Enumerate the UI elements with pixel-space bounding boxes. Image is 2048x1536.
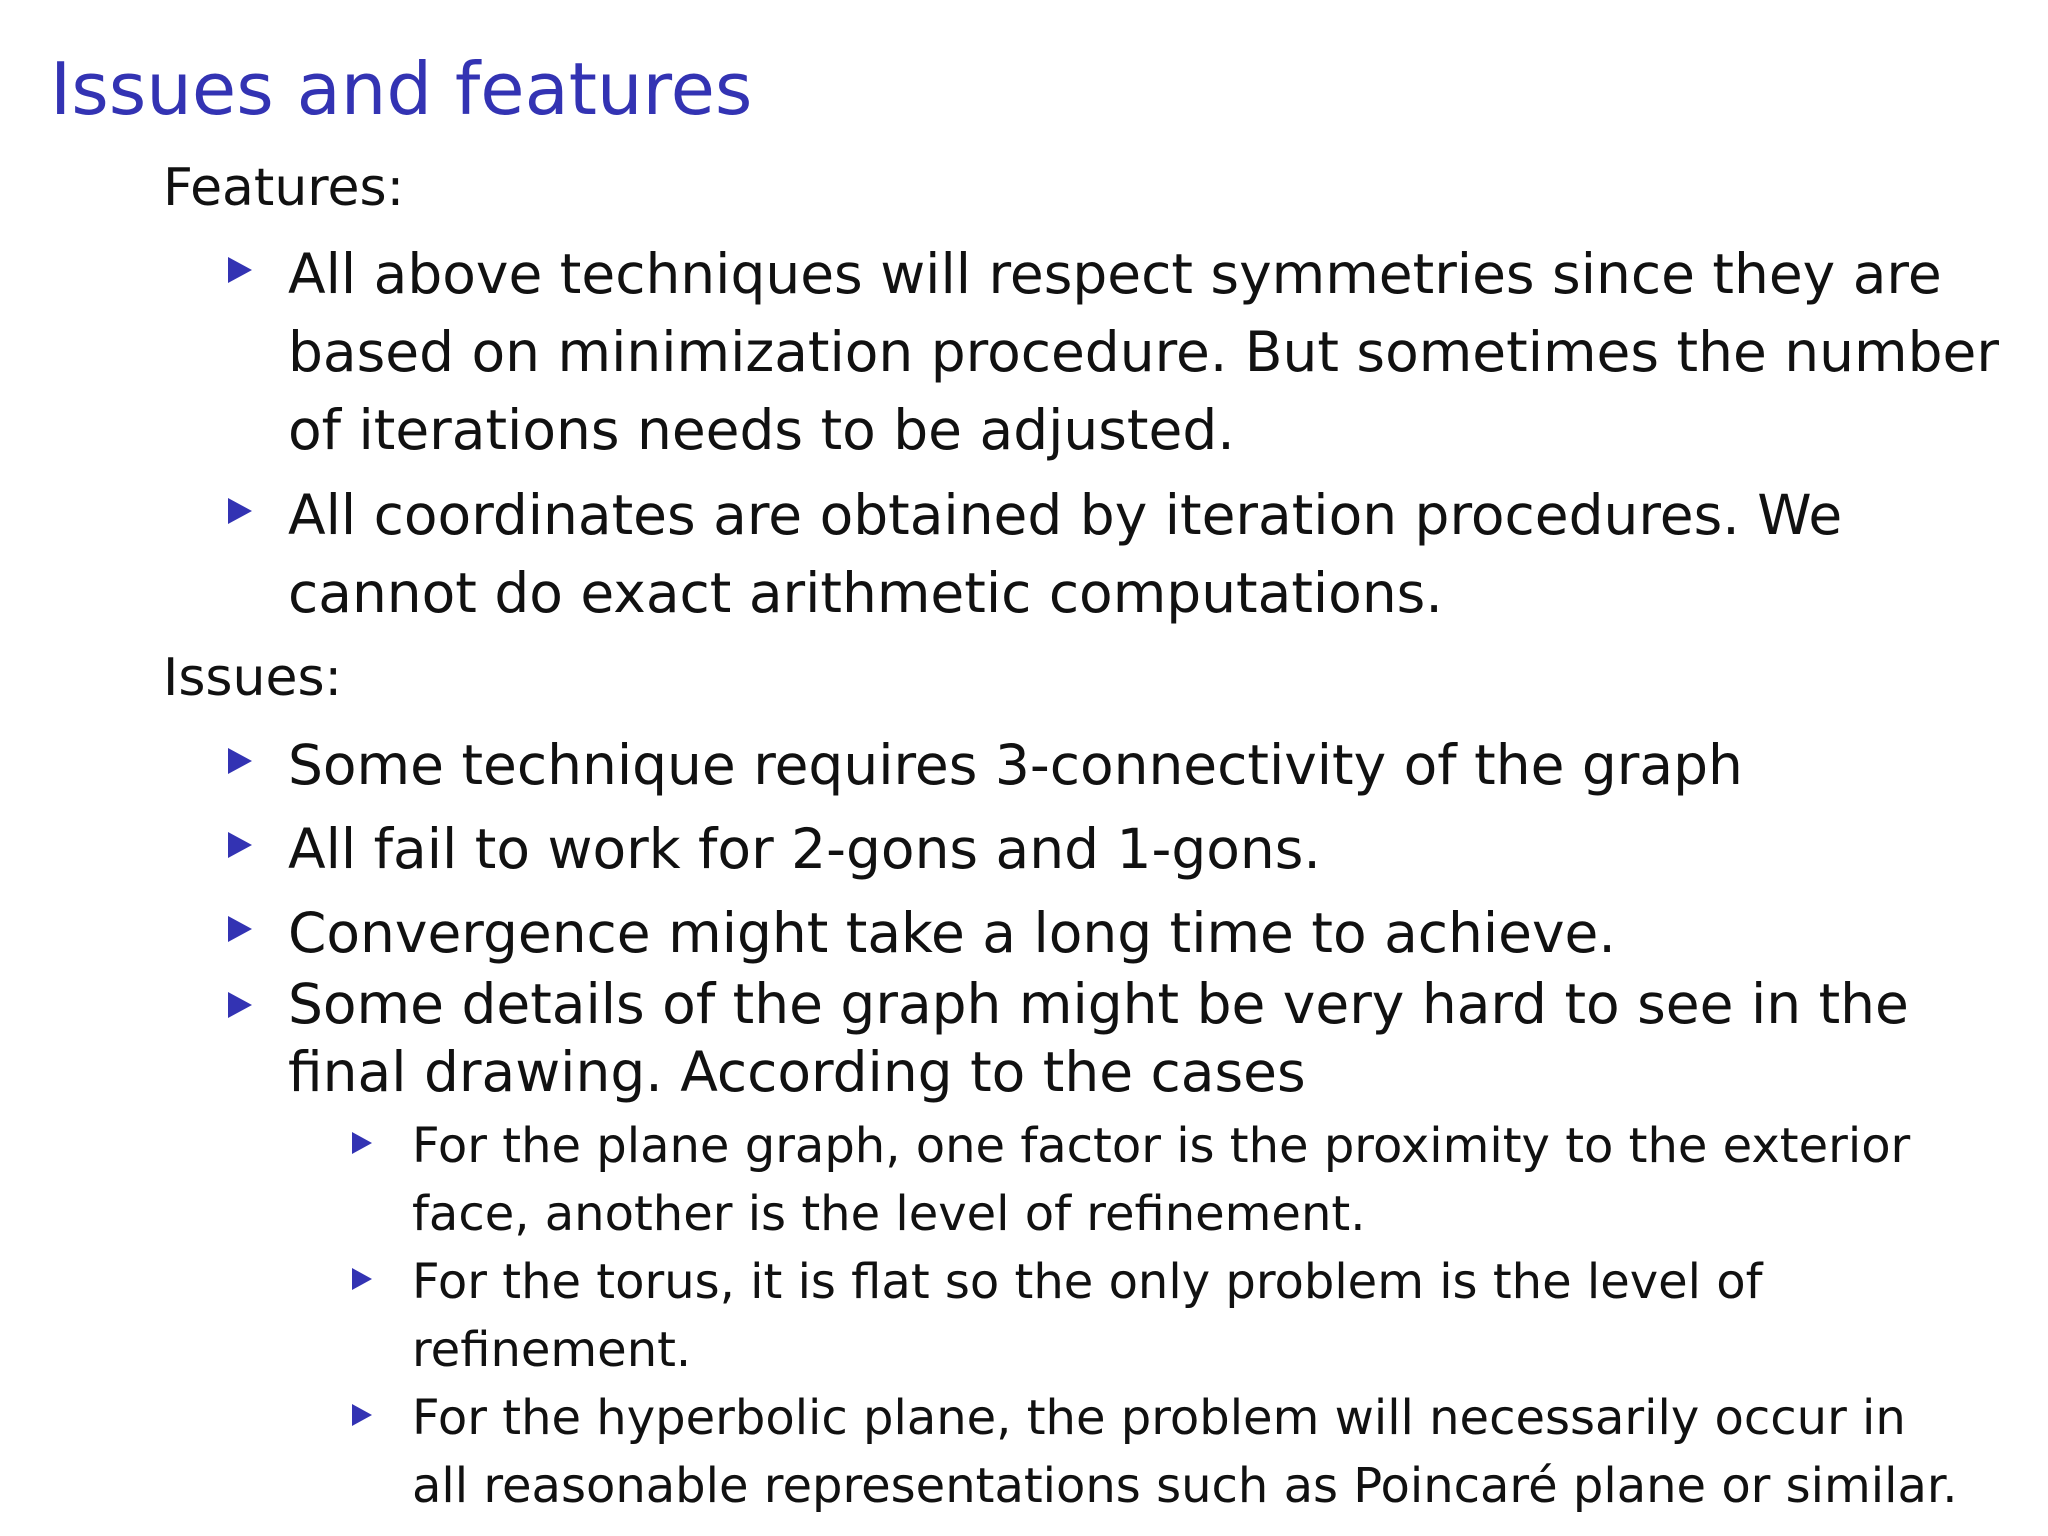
feature-2-line-2: cannot do exact arithmetic computations. <box>288 561 1443 625</box>
issue-4-line-1: Some details of the graph might be very hard to see in the <box>288 972 1909 1036</box>
triangle-bullet-icon <box>228 498 252 524</box>
issue-4-line-2: final drawing. According to the cases <box>288 1040 1306 1104</box>
feature-1-line-2: based on minimization procedure. But sometimes the number <box>288 320 1999 384</box>
issues-heading: Issues: <box>163 648 343 708</box>
features-heading: Features: <box>163 158 405 218</box>
feature-1-line-1: All above techniques will respect symmetries since they are <box>288 242 1942 306</box>
subitem-2-line-2: refinement. <box>412 1322 692 1378</box>
issue-3-line-1: Convergence might take a long time to achieve. <box>288 901 1616 965</box>
subitem-1-line-1: For the plane graph, one factor is the proximity to the exterior <box>412 1118 1911 1174</box>
triangle-bullet-icon <box>228 257 252 283</box>
triangle-bullet-icon <box>228 832 252 858</box>
issue-1-line-1: Some technique requires 3-connectivity of the graph <box>288 733 1743 797</box>
triangle-bullet-icon <box>228 992 252 1018</box>
subitem-2-line-1: For the torus, it is flat so the only problem is the level of <box>412 1254 1763 1310</box>
slide-title: Issues and features <box>50 47 753 131</box>
subitem-1-line-2: face, another is the level of refinement. <box>412 1186 1366 1242</box>
triangle-bullet-icon <box>352 1132 372 1154</box>
subitem-3-line-1: For the hyperbolic plane, the problem will necessarily occur in <box>412 1390 1906 1446</box>
triangle-bullet-icon <box>352 1268 372 1290</box>
issue-2-line-1: All fail to work for 2-gons and 1-gons. <box>288 817 1321 881</box>
feature-1-line-3: of iterations needs to be adjusted. <box>288 398 1235 462</box>
triangle-bullet-icon <box>352 1404 372 1426</box>
triangle-bullet-icon <box>228 748 252 774</box>
feature-2-line-1: All coordinates are obtained by iteration procedures. We <box>288 483 1843 547</box>
subitem-3-line-2: all reasonable representations such as Poincaré plane or similar. <box>412 1458 1958 1514</box>
triangle-bullet-icon <box>228 916 252 942</box>
